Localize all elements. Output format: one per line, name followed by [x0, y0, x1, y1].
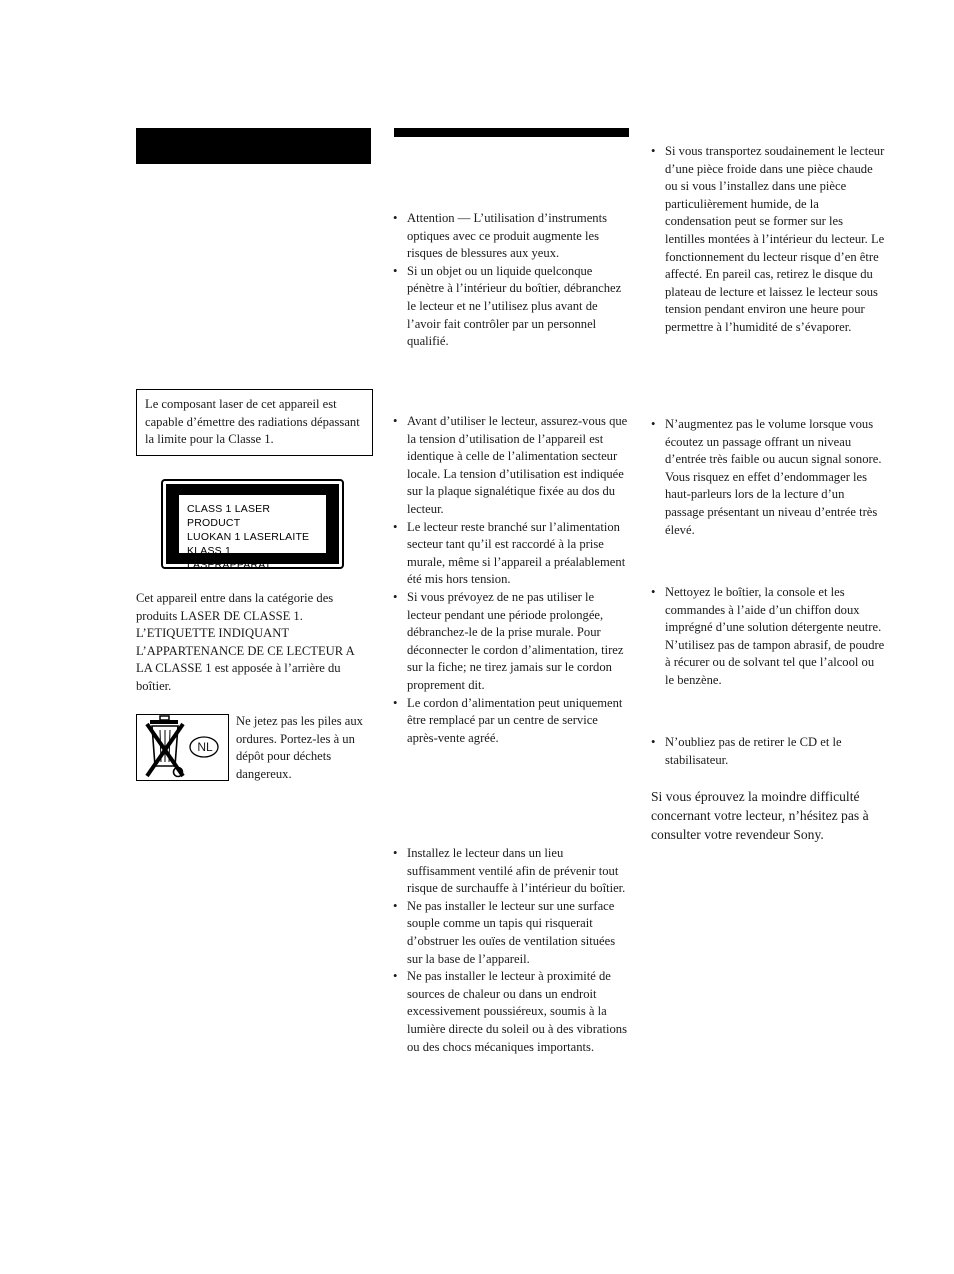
list-item: • Le cordon d’alimentation peut uniquement être remplacé par un centre de service après-vente agréé. — [393, 695, 629, 748]
laser-label-plate — [179, 495, 326, 571]
list-item: • Nettoyez le boîtier, la console et les commandes à l’aide d’un chiffon doux imprégné d’une solution détergente neutre. N’utilisez pas de tampon abrasif, de poudre à récurer ou de solvant tel que l’alcool ou le benzène. — [651, 584, 885, 690]
list-item: • Si vous transportez soudainement le lecteur d’une pièce froide dans une pièce chaude ou si vous l’installez dans une pièce particulièrement humide, de la condensation peut se former sur les lentilles montées à l’intérieur du lecteur. Le fonctionnement du lecteur risque d’en être affecté. En pareil cas, retirez le disque du plateau de lecture et laissez le lecteur sous tension pendant environ une heure pour permettre à l’humidité de s’évaporer. — [651, 143, 885, 337]
laser-notice-text: Le composant laser de cet appareil est capable d’émettre des radiations dépassant la limite pour la Classe 1. — [145, 397, 360, 447]
battery-symbol-text: NL — [197, 740, 213, 754]
list-item: • N’augmentez pas le volume lorsque vous écoutez un passage offrant un niveau d’entrée très faible ou aucun signal sonore. Vous risquez en effet d’endommager les haut-parleurs lors de la lecture d’un passage présentant un niveau d’entrée très élevé. — [651, 416, 885, 539]
installation-list — [393, 845, 629, 1056]
list-item: • Avant d’utiliser le lecteur, assurez-vous que la tension d’utilisation de l’appareil est identique à celle de l’alimentation secteur locale. La tension d’utilisation est indiquée sur la plaque signalétique fixée au dos du lecteur. — [393, 413, 629, 519]
class-paragraph: Cet appareil entre dans la catégorie des produits LASER DE CLASSE 1. L’ETIQUETTE INDIQUANT L’APPARTENANCE DE CE LECTEUR A LA CLASSE 1 est apposée à l’arrière du boîtier. — [136, 591, 355, 693]
list-item: • Le lecteur reste branché sur l’alimentation secteur tant qu’il est raccordé à la prise murale, même si l’appareil a préalablement été mis hors tension. — [393, 519, 629, 589]
class1-laser-label — [161, 479, 344, 569]
list-item: • Ne pas installer le lecteur sur une surface souple comme un tapis qui risquerait d’obstruer les ouïes de ventilation situées sur la base de l’appareil. — [393, 898, 629, 968]
laser-label-line: KLASS 1 LASERAPPARAT — [187, 545, 272, 571]
list-item: • Ne pas installer le lecteur à proximité de sources de chaleur ou dans un endroit excessivement poussiéreux, soumis à la lumière directe du soleil ou à des vibrations ou des chocs mécaniques importants. — [393, 968, 629, 1056]
power-list — [393, 413, 629, 747]
cleaning-list — [651, 584, 885, 690]
closing-paragraph: Si vous éprouvez la moindre difficulté concernant votre lecteur, n’hésitez pas à consulter votre revendeur Sony. — [651, 789, 869, 843]
condensation-list — [651, 143, 885, 337]
safety-list — [393, 210, 629, 351]
laser-label-frame — [166, 484, 339, 571]
laser-label-line: CLASS 1 LASER PRODUCT — [187, 503, 271, 529]
title-bar-left — [136, 128, 371, 164]
battery-disposal-symbol — [136, 714, 229, 781]
list-item: • Si un objet ou un liquide quelconque pénètre à l’intérieur du boîtier, débranchez le lecteur et ne l’utilisez plus avant de l’avoir fait contrôler par un personnel qualifié. — [393, 263, 629, 351]
laser-label-line: LUOKAN 1 LASERLAITE — [187, 531, 310, 543]
laser-notice-box — [136, 389, 373, 456]
list-item: • Installez le lecteur dans un lieu suffisamment ventilé afin de prévenir tout risque de surchauffe à l’intérieur du boîtier. — [393, 845, 629, 898]
volume-list — [651, 416, 885, 539]
battery-disposal-text: Ne jetez pas les piles aux ordures. Portez-les à un dépôt pour déchets dangereux. — [236, 714, 363, 781]
title-bar-middle — [394, 128, 629, 137]
list-item: • Attention — L’utilisation d’instruments optiques avec ce produit augmente les risques de blessures aux yeux. — [393, 210, 629, 263]
transport-list — [651, 734, 885, 769]
list-item: • Si vous prévoyez de ne pas utiliser le lecteur pendant une période prolongée, débranchez-le de la prise murale. Pour déconnecter le cordon d’alimentation, tirez sur la fiche; ne tirez jamais sur le cordon proprement dit. — [393, 589, 629, 695]
list-item: • N’oubliez pas de retirer le CD et le stabilisateur. — [651, 734, 885, 769]
